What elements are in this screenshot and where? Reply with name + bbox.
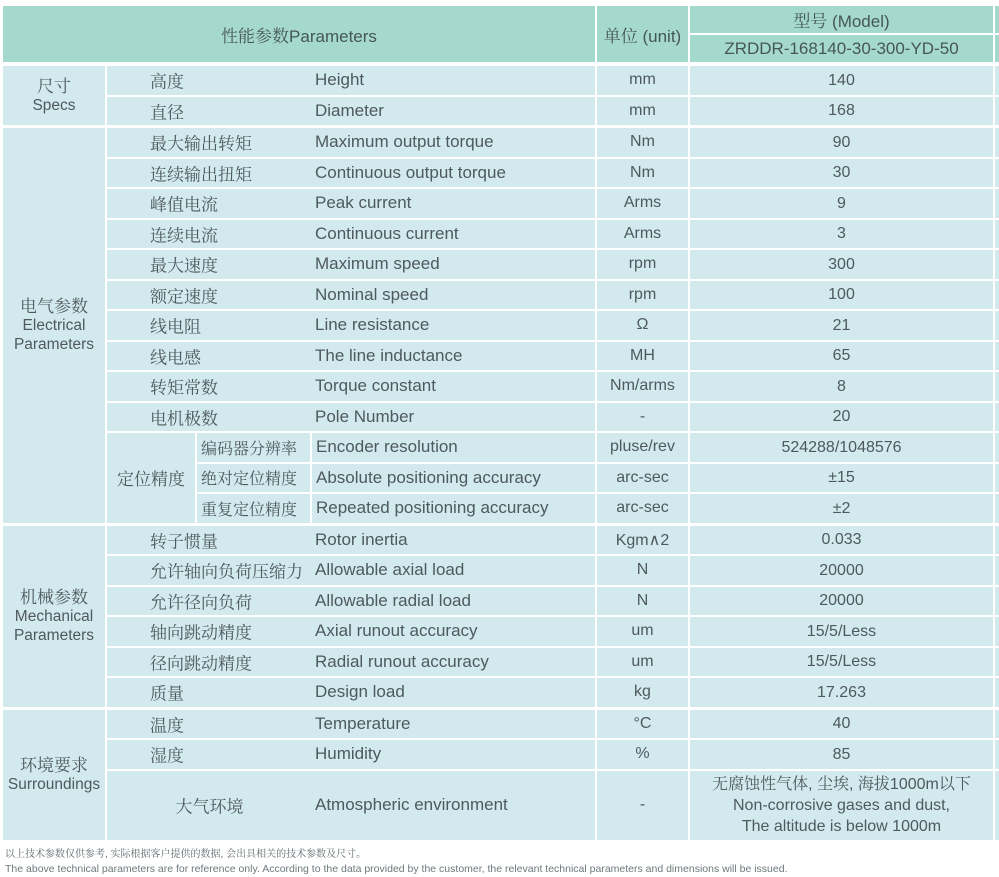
param-label-en: Allowable radial load bbox=[315, 590, 471, 610]
param-label-en: Peak current bbox=[315, 193, 412, 213]
param-label-zh: 额定速度 bbox=[150, 287, 218, 307]
value-cell bbox=[690, 740, 993, 769]
group-label-specs bbox=[3, 66, 105, 125]
value-cell bbox=[690, 771, 993, 840]
value-line: 17.263 bbox=[817, 683, 866, 701]
value-line: 8 bbox=[837, 377, 846, 395]
unit-cell: N bbox=[597, 556, 688, 585]
param-label-en: Diameter bbox=[315, 100, 384, 120]
edge-strip bbox=[995, 617, 999, 646]
param-label-cell bbox=[107, 128, 595, 157]
group-label-mechanical-parameters bbox=[3, 526, 105, 707]
edge-strip bbox=[995, 372, 999, 401]
value-line: 30 bbox=[832, 164, 851, 182]
param-label-cell bbox=[107, 710, 595, 739]
param-label-zh: 轴向跳动精度 bbox=[150, 623, 252, 643]
value-cell bbox=[690, 66, 993, 95]
value-cell bbox=[690, 464, 993, 493]
value-line: 9 bbox=[837, 194, 846, 212]
param-label-zh: 线电阻 bbox=[150, 317, 201, 337]
value-cell bbox=[690, 587, 993, 616]
value-cell bbox=[690, 372, 993, 401]
param-label-zh: 最大输出转矩 bbox=[150, 134, 252, 154]
param-label-en: Pole Number bbox=[315, 406, 415, 426]
unit-cell: arc-sec bbox=[597, 464, 688, 493]
group-label-line: Specs bbox=[32, 96, 76, 114]
group-label-line: 机械参数 bbox=[20, 587, 88, 607]
param-label-cell bbox=[107, 617, 595, 646]
param-label-zh: 线电感 bbox=[150, 348, 201, 368]
group-label-line: 电气参数 bbox=[20, 296, 88, 316]
unit-cell: pluse/rev bbox=[597, 433, 688, 462]
param-label-en: Radial runout accuracy bbox=[315, 651, 489, 671]
section-specs bbox=[3, 66, 996, 125]
value-cell bbox=[690, 617, 993, 646]
section-surroundings bbox=[3, 710, 996, 840]
group-label-line: Mechanical bbox=[14, 607, 94, 625]
param-label-cell bbox=[107, 372, 595, 401]
unit-header-cell: 单位 (unit) bbox=[597, 6, 688, 62]
edge-strip bbox=[995, 403, 999, 432]
value-cell bbox=[690, 281, 993, 310]
unit-cell: Nm bbox=[597, 159, 688, 188]
param-label-en: Nominal speed bbox=[315, 284, 429, 304]
value-line: 300 bbox=[828, 255, 855, 273]
param-label-cell bbox=[107, 189, 595, 218]
value-line: 20000 bbox=[819, 592, 864, 610]
edge-strip bbox=[995, 250, 999, 279]
param-label-en: Continuous output torque bbox=[315, 162, 506, 182]
table-footnote bbox=[0, 843, 999, 877]
param-label-en: Repeated positioning accuracy bbox=[312, 494, 595, 523]
edge-strip bbox=[995, 771, 999, 840]
edge-strip bbox=[995, 35, 999, 62]
edge-strip bbox=[995, 311, 999, 340]
param-label-cell bbox=[107, 311, 595, 340]
model-header-cell: 型号 (Model) bbox=[690, 6, 993, 33]
value-cell bbox=[690, 556, 993, 585]
param-label-en: Continuous current bbox=[315, 223, 459, 243]
param-label-zh: 质量 bbox=[150, 684, 184, 704]
param-label-en: Design load bbox=[315, 682, 405, 702]
value-cell bbox=[690, 342, 993, 371]
footnote-line-en: The above technical parameters are for reference only. According to the data provided by the customer, the relevant technical parameters and dimensions will be issued. bbox=[5, 862, 788, 875]
param-label-en: Axial runout accuracy bbox=[315, 621, 478, 641]
value-cell bbox=[690, 311, 993, 340]
param-label-cell bbox=[107, 281, 595, 310]
unit-cell: rpm bbox=[597, 281, 688, 310]
edge-strip bbox=[995, 66, 999, 95]
param-label-zh: 编码器分辨率 bbox=[197, 433, 310, 462]
edge-strip bbox=[995, 556, 999, 585]
param-label-en: Line resistance bbox=[315, 315, 430, 335]
section-electrical-parameters bbox=[3, 128, 996, 523]
param-label-zh: 湿度 bbox=[150, 746, 184, 766]
param-label-zh: 高度 bbox=[150, 72, 184, 92]
edge-strip bbox=[995, 710, 999, 739]
value-line: 140 bbox=[828, 71, 855, 89]
param-label-en: Allowable axial load bbox=[315, 560, 465, 580]
group-label-line: Electrical bbox=[22, 316, 86, 334]
param-label-en: Encoder resolution bbox=[312, 433, 595, 462]
group-label-electrical-parameters bbox=[3, 128, 105, 523]
param-label-zh: 直径 bbox=[150, 103, 184, 123]
unit-cell: - bbox=[597, 771, 688, 840]
edge-strip bbox=[995, 97, 999, 126]
unit-cell: Nm/arms bbox=[597, 372, 688, 401]
table-body bbox=[3, 66, 996, 840]
param-label-cell bbox=[107, 648, 595, 677]
param-label-cell bbox=[107, 556, 595, 585]
model-number-cell: ZRDDR-168140-30-300-YD-50 bbox=[690, 35, 993, 62]
unit-cell: mm bbox=[597, 97, 688, 126]
value-line: 无腐蚀性气体, 尘埃, 海拔1000m以下 bbox=[712, 775, 971, 793]
unit-cell: rpm bbox=[597, 250, 688, 279]
value-line: 20 bbox=[832, 408, 851, 426]
param-label-en: Torque constant bbox=[315, 376, 436, 396]
value-line: Non-corrosive gases and dust, bbox=[733, 796, 950, 814]
unit-cell: kg bbox=[597, 678, 688, 707]
value-cell bbox=[690, 433, 993, 462]
value-cell bbox=[690, 189, 993, 218]
unit-cell: arc-sec bbox=[597, 494, 688, 523]
group-label-line: Surroundings bbox=[7, 775, 101, 793]
edge-strip bbox=[995, 159, 999, 188]
value-line: 20000 bbox=[819, 561, 864, 579]
param-label-cell bbox=[107, 250, 595, 279]
edge-strip bbox=[995, 281, 999, 310]
value-cell bbox=[690, 250, 993, 279]
group-label-line: Parameters bbox=[13, 335, 95, 353]
param-label-en: Rotor inertia bbox=[315, 529, 408, 549]
unit-cell: um bbox=[597, 617, 688, 646]
value-cell bbox=[690, 648, 993, 677]
value-line: 0.033 bbox=[821, 531, 862, 549]
param-label-cell bbox=[107, 66, 595, 95]
param-label-en: Atmospheric environment bbox=[315, 795, 508, 814]
edge-strip bbox=[995, 648, 999, 677]
value-line: ±2 bbox=[832, 499, 851, 517]
group-label-line: 尺寸 bbox=[37, 76, 71, 96]
param-label-zh: 绝对定位精度 bbox=[197, 464, 310, 493]
edge-strip bbox=[995, 494, 999, 523]
group-label-line: 环境要求 bbox=[20, 755, 88, 775]
param-label-zh: 重复定位精度 bbox=[197, 494, 310, 523]
unit-cell: um bbox=[597, 648, 688, 677]
table-header bbox=[3, 6, 996, 62]
value-line: 3 bbox=[837, 225, 846, 243]
edge-strip bbox=[995, 464, 999, 493]
edge-strip bbox=[995, 342, 999, 371]
param-label-zh: 温度 bbox=[150, 716, 184, 736]
value-line: 168 bbox=[828, 102, 855, 120]
param-label-zh: 连续输出扭矩 bbox=[150, 165, 252, 185]
subgroup-label-cell: 定位精度 bbox=[107, 433, 195, 523]
param-label-en: Height bbox=[315, 70, 365, 90]
unit-cell: - bbox=[597, 403, 688, 432]
edge-strip bbox=[995, 6, 999, 33]
value-line: The altitude is below 1000m bbox=[741, 817, 942, 835]
value-cell bbox=[690, 220, 993, 249]
parameters-header-cell: 性能参数Parameters bbox=[3, 6, 595, 62]
footnote-line-zh: 以上技术参数仅供参考, 实际根据客户提供的数据, 会出具相关的技术参数及尺寸。 bbox=[5, 848, 367, 860]
param-label-zh: 允许轴向负荷压缩力 bbox=[150, 562, 303, 582]
unit-cell: °C bbox=[597, 710, 688, 739]
edge-strip bbox=[995, 433, 999, 462]
value-line: 100 bbox=[828, 286, 855, 304]
value-line: 40 bbox=[832, 715, 851, 733]
edge-strip bbox=[995, 189, 999, 218]
unit-cell: Arms bbox=[597, 189, 688, 218]
param-label-zh: 最大速度 bbox=[150, 256, 218, 276]
unit-cell: N bbox=[597, 587, 688, 616]
edge-strip bbox=[995, 740, 999, 769]
value-line: 15/5/Less bbox=[806, 653, 877, 671]
param-label-en: Temperature bbox=[315, 713, 411, 733]
value-cell bbox=[690, 97, 993, 126]
param-label-zh: 连续电流 bbox=[150, 226, 218, 246]
value-line: 524288/1048576 bbox=[781, 438, 902, 456]
value-line: ±15 bbox=[828, 469, 855, 487]
value-line: 21 bbox=[832, 316, 851, 334]
unit-cell: Nm bbox=[597, 128, 688, 157]
param-label-cell bbox=[107, 159, 595, 188]
edge-strip bbox=[995, 128, 999, 157]
value-line: 65 bbox=[832, 347, 851, 365]
param-label-en: Maximum speed bbox=[315, 254, 440, 274]
value-cell bbox=[690, 403, 993, 432]
param-label-zh: 径向跳动精度 bbox=[150, 654, 252, 674]
param-label-cell bbox=[107, 740, 595, 769]
unit-cell: Arms bbox=[597, 220, 688, 249]
edge-strip bbox=[995, 220, 999, 249]
param-label-zh: 峰值电流 bbox=[150, 195, 218, 215]
value-cell bbox=[690, 494, 993, 523]
param-label-en: Maximum output torque bbox=[315, 132, 494, 152]
value-cell bbox=[690, 710, 993, 739]
value-cell bbox=[690, 128, 993, 157]
section-mechanical-parameters bbox=[3, 526, 996, 707]
param-label-zh: 大气环境 bbox=[175, 797, 244, 817]
param-label-en: Absolute positioning accuracy bbox=[312, 464, 595, 493]
param-label-zh: 转矩常数 bbox=[150, 378, 218, 398]
param-label-cell bbox=[107, 97, 595, 126]
unit-cell: mm bbox=[597, 66, 688, 95]
unit-cell: Kgm∧2 bbox=[597, 526, 688, 555]
group-label-line: Parameters bbox=[13, 626, 95, 644]
param-label-cell bbox=[107, 678, 595, 707]
param-label-cell bbox=[107, 403, 595, 432]
param-label-en: Humidity bbox=[315, 744, 382, 764]
unit-cell: MH bbox=[597, 342, 688, 371]
group-label-surroundings bbox=[3, 710, 105, 840]
param-label-cell bbox=[107, 771, 595, 840]
value-line: 90 bbox=[832, 133, 851, 151]
unit-cell: Ω bbox=[597, 311, 688, 340]
edge-strip bbox=[995, 587, 999, 616]
param-label-cell bbox=[107, 526, 595, 555]
param-label-en: The line inductance bbox=[315, 345, 463, 365]
edge-strip bbox=[995, 526, 999, 555]
edge-strip bbox=[995, 678, 999, 707]
value-line: 85 bbox=[832, 745, 851, 763]
param-label-cell bbox=[107, 587, 595, 616]
param-label-zh: 允许径向负荷 bbox=[150, 593, 252, 613]
value-cell bbox=[690, 159, 993, 188]
unit-cell: % bbox=[597, 740, 688, 769]
param-label-cell bbox=[107, 220, 595, 249]
param-label-cell bbox=[107, 342, 595, 371]
param-label-zh: 转子惯量 bbox=[150, 532, 218, 552]
value-cell bbox=[690, 678, 993, 707]
param-label-zh: 电机极数 bbox=[150, 409, 218, 429]
value-cell bbox=[690, 526, 993, 555]
value-line: 15/5/Less bbox=[806, 622, 877, 640]
